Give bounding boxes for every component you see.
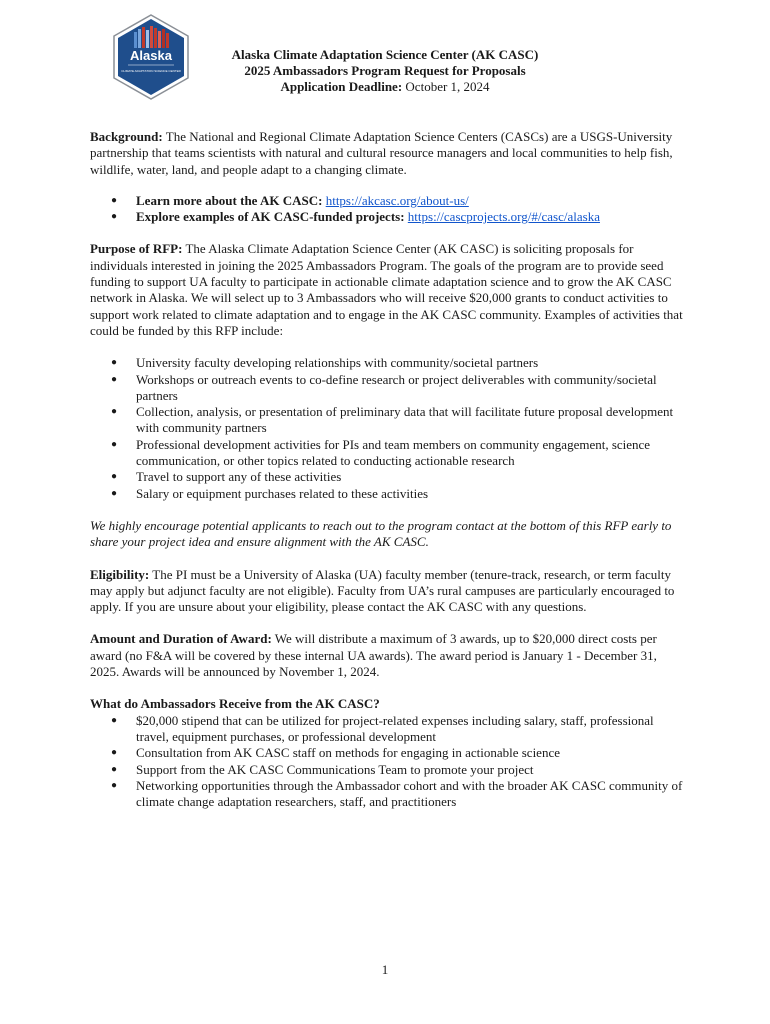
receive-list [90, 713, 684, 811]
list-item: ● Professional development activities for PIs and team members on community engagement, science communication, or other topics related to conducting actionable research [90, 437, 684, 470]
award-text: We will distribute a maximum of 3 awards, up to $20,000 direct costs per award (no F&A will be covered by these internal UA awards). The award period is January 1 - December 31, 2025. Awards will be announced by November 1, 2024. [90, 631, 657, 680]
award-label: Amount and Duration of Award: [90, 631, 272, 647]
list-item: ● Salary or equipment purchases related to these activities [90, 486, 684, 502]
award-paragraph [90, 631, 684, 680]
eligibility-text: The PI must be a University of Alaska (UA) faculty member (tenure-track, research, or term faculty may apply but adjunct faculty are not eligible). Faculty from UA’s rural campuses are particularly encouraged to apply. If you are unsure about your eligibility, please contact the AK CASC with any questions. [90, 566, 675, 615]
encourage-note: We highly encourage potential applicants to reach out to the program contact at the bottom of this RFP early to share your project idea and ensure alignment with the AK CASC. [90, 517, 672, 550]
list-item: ● Collection, analysis, or presentation of preliminary data that will facilitate future proposal development with community partners [90, 404, 684, 437]
ak-casc-logo [112, 14, 190, 100]
projects-link[interactable]: https://cascprojects.org/#/casc/alaska [407, 209, 600, 225]
logo-text: Alaska [130, 48, 172, 63]
list-item: ● Support from the AK CASC Communications Team to promote your project [90, 762, 684, 778]
list-item: ● University faculty developing relationships with community/societal partners [90, 355, 684, 371]
purpose-text: The Alaska Climate Adaptation Science Center (AK CASC) is soliciting proposals for individuals interested in joining the 2025 Ambassadors Program. The goals of the program are to provide seed funding to support UA faculty to participate in actionable climate adaptation science and to grow the AK CASC network in Alaska. We will select up to 3 Ambassadors who will receive $20,000 grants to conduct activities to support work related to climate adaptation and to engage in the AK CASC community. Examples of activities that could be funded by this RFP include: [90, 241, 683, 338]
list-item: ● Travel to support any of these activities [90, 469, 684, 485]
list-item: ● Consultation from AK CASC staff on methods for engaging in actionable science [90, 745, 684, 761]
purpose-paragraph [90, 241, 684, 339]
background-text: The National and Regional Climate Adaptation Science Centers (CASCs) are a USGS-University partnership that teams scientists with natural and cultural resource managers and local communities to help fish, wildlife, water, land, and people adapt to a changing climate. [90, 129, 673, 177]
list-item: ● Learn more about the AK CASC: https://akcasc.org/about-us/ [90, 193, 684, 209]
receive-heading: What do Ambassadors Receive from the AK CASC? [90, 696, 380, 712]
header-subtitle: 2025 Ambassadors Program Request for Proposals [244, 63, 526, 78]
eligibility-label: Eligibility: [90, 566, 150, 582]
background-label: Background: [90, 129, 163, 144]
purpose-label: Purpose of RFP: [90, 241, 183, 257]
background-paragraph [90, 129, 684, 178]
list-item: ● Explore examples of AK CASC-funded projects: https://cascprojects.org/#/casc/alaska [90, 209, 684, 225]
deadline-label: Application Deadline: [280, 79, 403, 94]
eligibility-paragraph [90, 567, 684, 616]
list-item: ● Networking opportunities through the Ambassador cohort and with the broader AK CASC community of climate change adaptation researchers, staff, and practitioners [90, 778, 684, 811]
list-item: ● $20,000 stipend that can be utilized for project-related expenses including salary, staff, professional travel, equipment purchases, or professional development [90, 713, 684, 746]
document-body [90, 129, 684, 810]
document-header [200, 47, 570, 95]
purpose-activities [90, 355, 684, 502]
page-number: 1 [381, 962, 389, 977]
background-links [90, 193, 684, 226]
header-deadline [200, 79, 570, 95]
logo-subtext: CLIMATE ADAPTATION SCIENCE CENTER [121, 69, 181, 73]
list-item: ● Workshops or outreach events to co-define research or project deliverables with community/societal partners [90, 372, 684, 405]
header-title: Alaska Climate Adaptation Science Center (AK CASC) [231, 47, 539, 62]
deadline-value: October 1, 2024 [405, 79, 490, 94]
about-us-link[interactable]: https://akcasc.org/about-us/ [325, 192, 469, 208]
